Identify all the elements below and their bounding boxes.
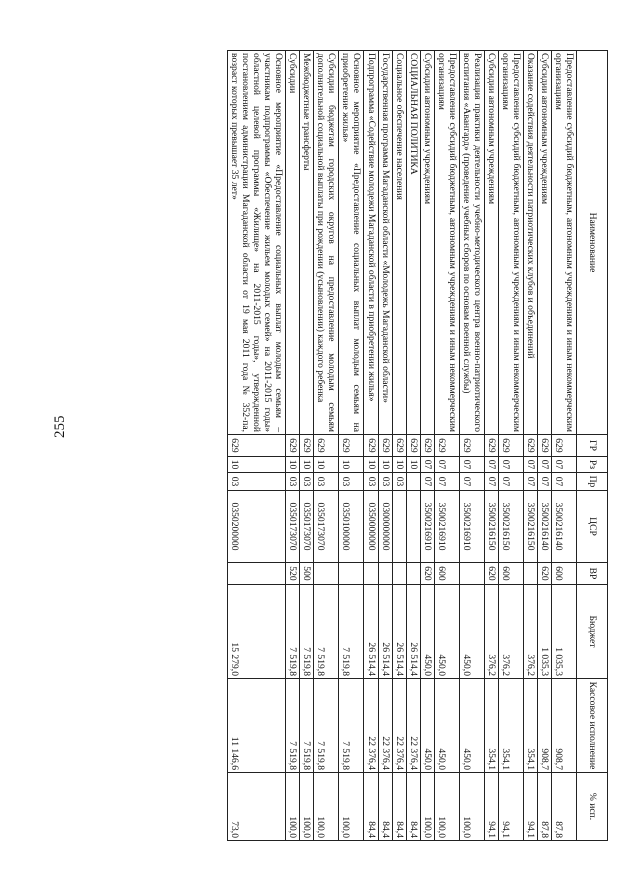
cell-gr: 629 <box>523 435 537 457</box>
table-row <box>406 51 420 841</box>
cell-budget: 26 514,4 <box>392 585 406 679</box>
cell-budget: 26 514,4 <box>406 585 420 679</box>
cell-gr: 629 <box>378 435 392 457</box>
cell-gr: 629 <box>420 435 434 457</box>
cell-vr <box>523 563 537 585</box>
cell-vr <box>459 563 484 585</box>
table-header-row <box>577 51 608 841</box>
cell-percent: 87,8 <box>551 773 576 841</box>
cell-percent: 100,0 <box>420 773 434 841</box>
cell-gr: 629 <box>228 435 286 457</box>
cell-cash: 7 519,8 <box>314 679 339 773</box>
cell-vr <box>392 563 406 585</box>
cell-percent: 87,8 <box>537 773 551 841</box>
cell-percent: 84,4 <box>406 773 420 841</box>
cell-name: Межбюджетные трансферты <box>300 51 314 435</box>
cell-vr: 620 <box>420 563 434 585</box>
header-name: Наименование <box>577 51 608 435</box>
cell-gr: 629 <box>300 435 314 457</box>
cell-rz: 10 <box>314 457 339 473</box>
cell-vr <box>378 563 392 585</box>
cell-csr: 0350173070 <box>314 491 339 563</box>
cell-rz: 07 <box>459 457 484 473</box>
cell-name: Субсидии автономным учреждениям <box>537 51 551 435</box>
table-row <box>339 51 364 841</box>
table-row <box>434 51 459 841</box>
cell-pr: 03 <box>378 473 392 491</box>
cell-cash: 450,0 <box>459 679 484 773</box>
table-row <box>286 51 300 841</box>
cell-budget: 376,2 <box>484 585 498 679</box>
table-row <box>300 51 314 841</box>
cell-csr: 3500216140 <box>551 491 576 563</box>
cell-name: Субсидии автономным учреждениям <box>420 51 434 435</box>
cell-vr: 600 <box>551 563 576 585</box>
cell-name: Субсидии автономным учреждениям <box>484 51 498 435</box>
cell-pr: 07 <box>420 473 434 491</box>
cell-cash: 450,0 <box>420 679 434 773</box>
cell-rz: 07 <box>434 457 459 473</box>
cell-percent: 100,0 <box>286 773 300 841</box>
table-row <box>498 51 523 841</box>
cell-percent: 84,4 <box>378 773 392 841</box>
cell-percent: 100,0 <box>434 773 459 841</box>
cell-percent: 94,1 <box>498 773 523 841</box>
cell-rz: 07 <box>420 457 434 473</box>
cell-budget: 7 519,8 <box>314 585 339 679</box>
cell-name: Субсидии бюджетам городских округов на предоставление молодым семьям дополнительной социальной выплаты при рождении (усыновлении) каждого ребенка <box>314 51 339 435</box>
table-row <box>459 51 484 841</box>
cell-csr: 0350173070 <box>300 491 314 563</box>
cell-pr: 03 <box>364 473 378 491</box>
cell-pr: 03 <box>314 473 339 491</box>
table-row <box>551 51 576 841</box>
cell-csr: 3500216910 <box>420 491 434 563</box>
cell-cash: 22 376,4 <box>406 679 420 773</box>
cell-csr: 0300000000 <box>378 491 392 563</box>
cell-budget: 1 035,3 <box>537 585 551 679</box>
cell-rz: 10 <box>406 457 420 473</box>
cell-gr: 629 <box>406 435 420 457</box>
budget-table-sheet <box>227 50 608 840</box>
cell-percent: 73,0 <box>228 773 286 841</box>
cell-cash: 22 376,4 <box>392 679 406 773</box>
cell-cash: 354,1 <box>523 679 537 773</box>
table-row <box>392 51 406 841</box>
cell-rz: 07 <box>551 457 576 473</box>
cell-name: Реализация практики деятельности учебно-методического центра военно-патриотического воспитания «Авангард» (проведение учебных сборов по основам военной службы) <box>459 51 484 435</box>
cell-vr <box>228 563 286 585</box>
cell-vr: 600 <box>434 563 459 585</box>
header-vr: ВР <box>577 563 608 585</box>
cell-vr: 520 <box>286 563 300 585</box>
table-row <box>420 51 434 841</box>
cell-percent: 100,0 <box>300 773 314 841</box>
cell-gr: 629 <box>286 435 300 457</box>
cell-cash: 7 519,8 <box>300 679 314 773</box>
cell-percent: 100,0 <box>339 773 364 841</box>
header-budget: Бюджет <box>577 585 608 679</box>
cell-pr <box>406 473 420 491</box>
table-row <box>364 51 378 841</box>
cell-name: Социальное обеспечение населения <box>392 51 406 435</box>
cell-budget: 376,2 <box>523 585 537 679</box>
cell-pr: 03 <box>228 473 286 491</box>
cell-rz: 10 <box>300 457 314 473</box>
cell-budget: 450,0 <box>420 585 434 679</box>
cell-cash: 22 376,4 <box>378 679 392 773</box>
cell-rz: 10 <box>392 457 406 473</box>
cell-rz: 07 <box>523 457 537 473</box>
cell-cash: 7 519,8 <box>339 679 364 773</box>
cell-csr: 3500216140 <box>537 491 551 563</box>
cell-gr: 629 <box>392 435 406 457</box>
cell-name: Основное мероприятие «Предоставление социальных выплат молодым семьям на приобретение жилья» <box>339 51 364 435</box>
cell-pr: 07 <box>459 473 484 491</box>
cell-pr: 07 <box>551 473 576 491</box>
cell-gr: 629 <box>551 435 576 457</box>
cell-percent: 100,0 <box>459 773 484 841</box>
cell-rz: 10 <box>286 457 300 473</box>
cell-budget: 7 519,8 <box>300 585 314 679</box>
cell-pr: 07 <box>434 473 459 491</box>
table-row <box>314 51 339 841</box>
page-number: 255 <box>52 415 68 438</box>
cell-vr: 620 <box>537 563 551 585</box>
cell-vr <box>364 563 378 585</box>
cell-percent: 84,4 <box>364 773 378 841</box>
cell-pr: 07 <box>537 473 551 491</box>
cell-csr <box>392 491 406 563</box>
cell-percent: 94,1 <box>484 773 498 841</box>
cell-csr: 3500216150 <box>498 491 523 563</box>
cell-name: Предоставление субсидий бюджетным, автономным учреждениям и иным некоммерческим организациям <box>434 51 459 435</box>
cell-pr: 03 <box>339 473 364 491</box>
header-percent: % исп. <box>577 773 608 841</box>
header-cash: Кассовое исполнение <box>577 679 608 773</box>
cell-gr: 629 <box>434 435 459 457</box>
cell-name: Подпрограмма «Содействие молодежи Магаданской области в приобретении жилья» <box>364 51 378 435</box>
cell-budget: 26 514,4 <box>378 585 392 679</box>
cell-pr: 07 <box>484 473 498 491</box>
cell-vr <box>314 563 339 585</box>
cell-rz: 10 <box>364 457 378 473</box>
cell-budget: 1 035,3 <box>551 585 576 679</box>
cell-percent: 94,1 <box>523 773 537 841</box>
table-row <box>523 51 537 841</box>
cell-vr: 600 <box>498 563 523 585</box>
cell-budget: 7 519,8 <box>339 585 364 679</box>
cell-name: Предоставление субсидий бюджетным, автономным учреждениям и иным некоммерческим организациям <box>498 51 523 435</box>
header-csr: ЦСР <box>577 491 608 563</box>
cell-budget: 376,2 <box>498 585 523 679</box>
cell-gr: 629 <box>314 435 339 457</box>
cell-csr: 0350200000 <box>228 491 286 563</box>
cell-name: Субсидии <box>286 51 300 435</box>
cell-rz: 07 <box>537 457 551 473</box>
cell-cash: 11 146,6 <box>228 679 286 773</box>
budget-table <box>227 50 608 841</box>
cell-name: Предоставление субсидий бюджетным, автономным учреждениям и иным некоммерческим организациям <box>551 51 576 435</box>
cell-cash: 354,1 <box>498 679 523 773</box>
cell-name: Основное мероприятие «Предоставление социальных выплат молодым семьям – участникам подпрограммы «Обеспечение жильем молодых семей» на 2011-2015 годы» областной целевой программы «Жилище» на 2011-2015 годы», утвержденной постановлением администрации Магаданской области от 19 мая 2011 года № 352-па, возраст которых превышает 35 лет» <box>228 51 286 435</box>
cell-csr: 3500216910 <box>434 491 459 563</box>
header-pr: Пр <box>577 473 608 491</box>
cell-pr: 03 <box>300 473 314 491</box>
cell-name: Оказание содействия деятельности патриотических клубов и объединений <box>523 51 537 435</box>
cell-pr: 07 <box>523 473 537 491</box>
cell-percent: 84,4 <box>392 773 406 841</box>
cell-cash: 7 519,8 <box>286 679 300 773</box>
header-gr: ГР <box>577 435 608 457</box>
cell-vr: 620 <box>484 563 498 585</box>
cell-name: СОЦИАЛЬНАЯ ПОЛИТИКА <box>406 51 420 435</box>
cell-csr: 0350100000 <box>339 491 364 563</box>
table-body <box>228 51 577 841</box>
cell-pr: 03 <box>286 473 300 491</box>
table-row <box>228 51 286 841</box>
table-row <box>537 51 551 841</box>
cell-csr: 0350000000 <box>364 491 378 563</box>
cell-csr: 3500216150 <box>523 491 537 563</box>
table-row <box>484 51 498 841</box>
cell-pr: 03 <box>392 473 406 491</box>
cell-gr: 629 <box>537 435 551 457</box>
cell-rz: 10 <box>339 457 364 473</box>
cell-csr: 3500216150 <box>484 491 498 563</box>
cell-budget: 15 279,0 <box>228 585 286 679</box>
cell-vr <box>406 563 420 585</box>
cell-budget: 450,0 <box>459 585 484 679</box>
cell-percent: 100,0 <box>314 773 339 841</box>
cell-pr: 07 <box>498 473 523 491</box>
cell-rz: 10 <box>378 457 392 473</box>
cell-gr: 629 <box>498 435 523 457</box>
header-rz: Рз <box>577 457 608 473</box>
cell-cash: 908,7 <box>551 679 576 773</box>
cell-gr: 629 <box>484 435 498 457</box>
cell-vr: 500 <box>300 563 314 585</box>
cell-cash: 450,0 <box>434 679 459 773</box>
cell-vr <box>339 563 364 585</box>
cell-cash: 908,7 <box>537 679 551 773</box>
cell-csr: 3500216910 <box>459 491 484 563</box>
cell-name: Государственная программа Магаданской области «Молодежь Магаданской области» <box>378 51 392 435</box>
cell-rz: 07 <box>484 457 498 473</box>
cell-budget: 7 519,8 <box>286 585 300 679</box>
cell-cash: 354,1 <box>484 679 498 773</box>
cell-budget: 450,0 <box>434 585 459 679</box>
cell-gr: 629 <box>339 435 364 457</box>
cell-csr: 0350173070 <box>286 491 300 563</box>
cell-gr: 629 <box>459 435 484 457</box>
cell-gr: 629 <box>364 435 378 457</box>
cell-csr <box>406 491 420 563</box>
table-row <box>378 51 392 841</box>
cell-budget: 26 514,4 <box>364 585 378 679</box>
cell-cash: 22 376,4 <box>364 679 378 773</box>
cell-rz: 10 <box>228 457 286 473</box>
cell-rz: 07 <box>498 457 523 473</box>
